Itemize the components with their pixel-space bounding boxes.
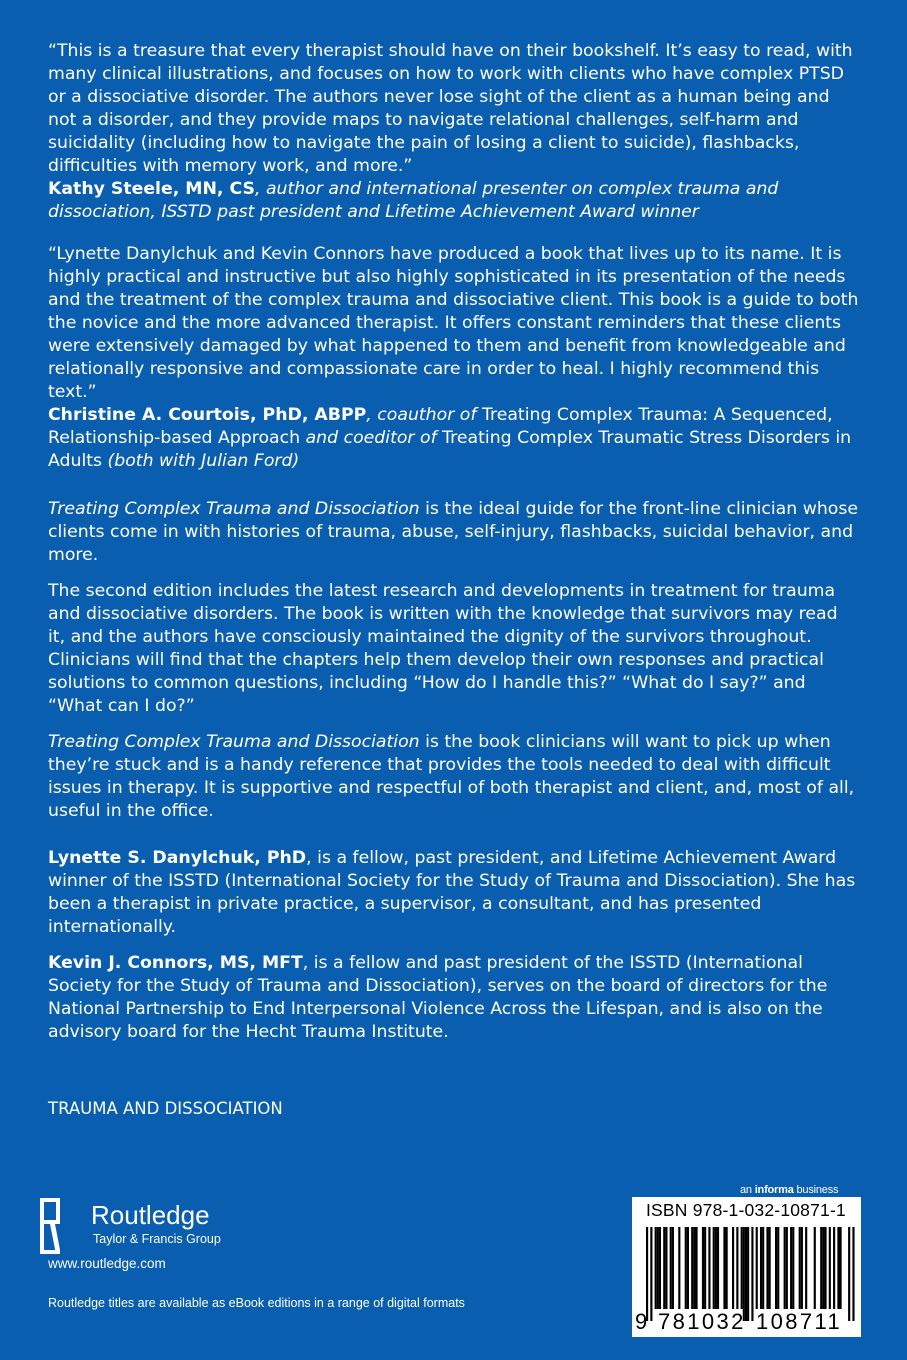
endorsement-quote-2 [48,243,860,473]
barcode-bar [829,1227,831,1309]
barcode-bar [726,1227,728,1309]
barcode-bar [736,1227,738,1309]
back-cover-text [48,40,860,1057]
quote-author-role: , author and international presenter on complex trauma and dissociation, ISSTD past president and Lifetime Achievement Award winner [48,179,779,222]
barcode-bar [777,1227,779,1309]
barcode-bar [769,1227,771,1309]
informa-brand: informa [754,1184,794,1196]
barcode-bar [790,1227,792,1309]
barcode-bar [820,1227,822,1309]
barcode-bar [723,1227,725,1309]
barcode-bar [704,1227,706,1309]
barcode-bar [814,1227,816,1309]
book-title: Treating Complex Trauma: A Sequenced, Relationship-based Approach [48,405,833,448]
quote-author: Kathy Steele, MN, CS [48,179,255,199]
barcode-digits [632,1309,861,1333]
barcode-bar [745,1227,747,1321]
barcode-bar [792,1227,794,1309]
barcode-bar [837,1227,839,1309]
bio-text: , is a fellow and past president of the ISSTD (International Society for the Study of Trauma and Dissociation), serves on the board of directors for the National Partnership to End Interpersonal Violence Across the Lifespan, and is also on the advisory board for the Hecht Trauma Institute. [48,953,828,1042]
barcode-bar [670,1227,672,1309]
quote-text: “Lynette Danylchuk and Kevin Connors have produced a book that lives up to its name. It is highly practical and instructive but also highly sophisticated in its presentation of the needs and the treatment of the complex trauma and dissociative client. This book is a guide to both the novice and the more advanced therapist. It offers constant reminders that these clients were extensively damaged by what happened to them and benefit from knowledgeable and relationally responsive and compassionate care in order to heal. I highly recommend this text.” [48,244,859,402]
quote-text: “This is a treasure that every therapist should have on their bookshelf. It’s easy to read, with many clinical illustrations, and focuses on how to work with clients who have complex PTSD or a dissociative disorder. The authors never lose sight of the client as a human being and not a disorder, and they provide maps to navigate relational challenges, self-harm and suicidality (including how to navigate the pain of losing a client to suicide), flashbacks, difficulties with memory work, and more.” [48,41,853,176]
bio-text: , is a fellow, past president, and Lifetime Achievement Award winner of the ISSTD (International Society for the Study of Trauma and Dissociation). She has been a therapist in private practice, a supervisor, a consultant, and has presented internationally. [48,848,856,937]
barcode-digit-group-1: 781032 [658,1309,746,1334]
barcode-bar [732,1227,734,1309]
barcode-bar [762,1227,764,1309]
barcode-bar [708,1227,710,1309]
barcode-bar [702,1227,704,1309]
barcode-bar [665,1227,667,1309]
quote-role-part: and coeditor of [300,428,443,448]
description-text: is the ideal guide for the front-line clinician whose clients come in with histories of trauma, abuse, self-injury, flashbacks, suicidal behavior, and more. [48,499,858,565]
barcode-bar [743,1227,745,1321]
barcode-bar [693,1227,695,1309]
barcode-bar [646,1227,648,1321]
barcode-bar [713,1227,715,1309]
barcode-bar [760,1227,762,1309]
informa-prefix: an [740,1184,755,1196]
barcode-bar [687,1227,689,1309]
barcode-bar [747,1227,749,1321]
isbn-label: ISBN 978-1-032-10871-1 [646,1200,846,1220]
description-paragraph-2: The second edition includes the latest research and developments in treatment for trauma and dissociative disorders. The book is written with the knowledge that survivors may read it, and the authors have consciously maintained the dignity of the survivors throughout. Clinicians will find that the chapters help them develop their own responses and practical solutions to common questions, including “How do I handle this?” “What do I say?” and “What can I do?” [48,581,838,716]
barcode-bar [766,1227,768,1309]
quote-role-part: (both with Julian Ford) [102,451,300,471]
barcode-bar [786,1227,788,1309]
barcode-bar [751,1227,753,1321]
barcode-bar [685,1227,687,1309]
barcode-bar [799,1227,801,1309]
informa-tagline [740,1184,838,1196]
ebook-note: Routledge titles are available as eBook editions in a range of digital formats [48,1296,465,1310]
barcode-digit-first: 9 [635,1309,648,1334]
barcode-bar [848,1227,850,1321]
barcode-bar [801,1227,803,1309]
description-paragraph-3 [48,731,860,823]
description-text: is the book clinicians will want to pick up when they’re stuck and is a handy reference that provides the tools needed to deal with difficult issues in therapy. It is supportive and respectful of both therapist and client, and, most of all, useful in the office. [48,732,855,821]
publisher-url[interactable]: www.routledge.com [48,1256,166,1271]
barcode-bar [655,1227,657,1309]
informa-suffix: business [793,1184,839,1196]
barcode-bar [695,1227,697,1309]
barcode-digit-group-2: 108711 [756,1309,843,1334]
barcode-bar [756,1227,758,1309]
book-title: Treating Complex Trauma and Dissociation [48,499,420,519]
barcode-bar [663,1227,665,1309]
quote-author: Christine A. Courtois, PhD, ABPP [48,405,367,425]
subject-category: TRAUMA AND DISSOCIATION [48,1099,283,1118]
barcode-bar [678,1227,680,1309]
author-name: Kevin J. Connors, MS, MFT [48,953,303,973]
barcode-bar [717,1227,719,1309]
endorsement-quote-1 [48,40,860,224]
barcode-bar [741,1227,743,1309]
barcode-bar [650,1227,652,1321]
routledge-logo [40,1198,280,1254]
author-name: Lynette S. Danylchuk, PhD [48,848,307,868]
routledge-r-icon [40,1198,60,1254]
barcode-bar [657,1227,659,1309]
barcode-bar [824,1227,826,1309]
quote-role-part: , coauthor of [366,405,482,425]
barcode-bar [691,1227,693,1309]
publisher-group: Taylor & Francis Group [93,1232,221,1246]
author-bio-1 [48,847,860,939]
barcode-bar [659,1227,661,1309]
isbn-barcode-box [632,1197,861,1337]
barcode-bar [833,1227,835,1309]
barcode-bar [715,1227,717,1309]
book-title: Treating Complex Traumatic Stress Disorders in Adults [48,428,852,471]
book-title: Treating Complex Trauma and Dissociation [48,732,420,752]
description-paragraph-1 [48,498,860,567]
publisher-name: Routledge [91,1200,210,1230]
barcode-bar [852,1227,854,1321]
barcode-bar [822,1227,824,1309]
barcode-bar [784,1227,786,1309]
author-bio-2 [48,952,860,1044]
barcode-bar [840,1227,842,1309]
barcode-bar [672,1227,674,1309]
barcode-bar [805,1227,807,1309]
barcode-bar [775,1227,777,1309]
